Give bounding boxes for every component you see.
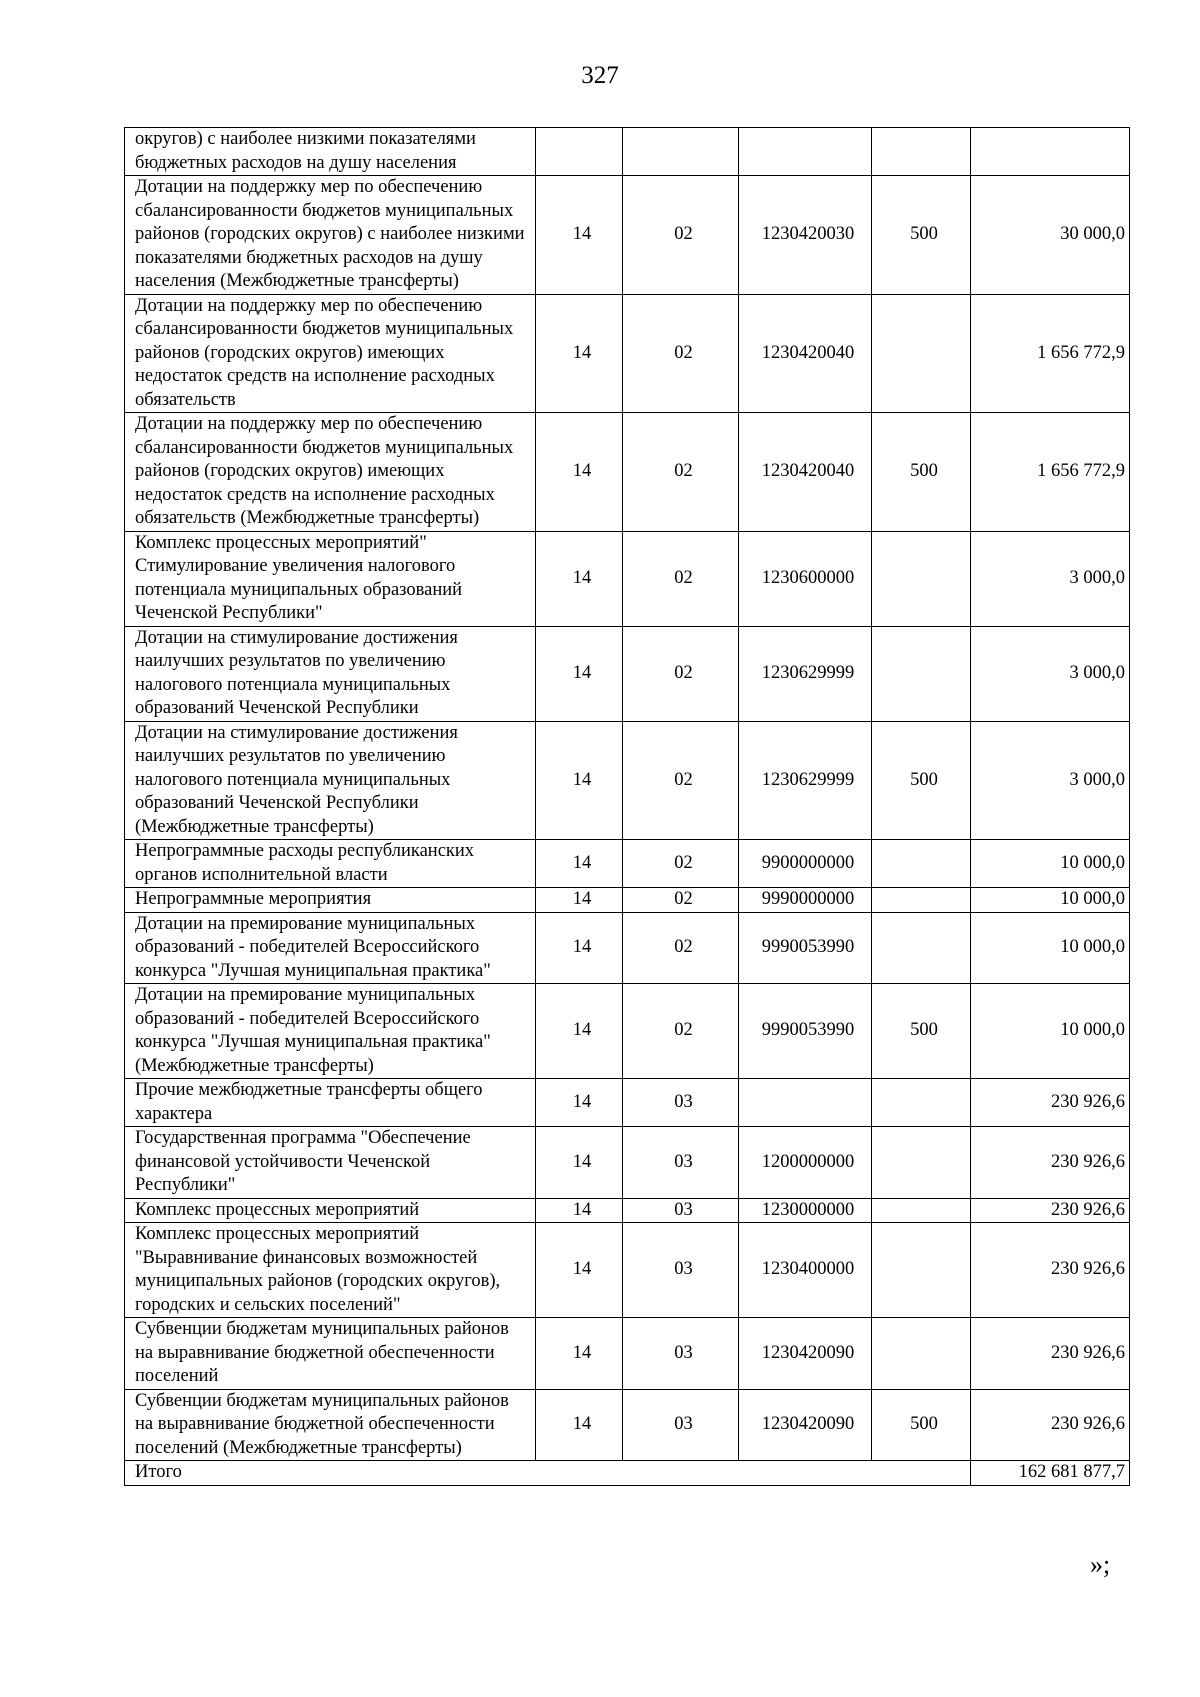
cell-amount: 3 000,0 xyxy=(971,531,1130,626)
cell-section: 14 xyxy=(536,1389,623,1461)
total-label: Итого xyxy=(125,1461,971,1486)
cell-section: 14 xyxy=(536,531,623,626)
table-row xyxy=(125,1127,1130,1199)
cell-expense-type xyxy=(872,888,971,913)
table-row xyxy=(125,912,1130,984)
cell-expense-type xyxy=(872,1198,971,1223)
cell-subsection: 02 xyxy=(623,176,739,295)
cell-expense-type xyxy=(872,128,971,176)
cell-name: Прочие межбюджетные трансферты общего характера xyxy=(125,1079,536,1127)
cell-subsection: 02 xyxy=(623,294,739,413)
cell-subsection: 03 xyxy=(623,1198,739,1223)
cell-amount: 230 926,6 xyxy=(971,1389,1130,1461)
table-body xyxy=(125,128,1130,1486)
cell-section: 14 xyxy=(536,1318,623,1390)
cell-amount: 230 926,6 xyxy=(971,1318,1130,1390)
cell-section: 14 xyxy=(536,1079,623,1127)
cell-expense-type xyxy=(872,1079,971,1127)
cell-subsection: 02 xyxy=(623,721,739,840)
cell-section: 14 xyxy=(536,294,623,413)
cell-name: Субвенции бюджетам муниципальных районов на выравнивание бюджетной обеспеченности поселений (Межбюджетные трансферты) xyxy=(125,1389,536,1461)
cell-expense-type: 500 xyxy=(872,984,971,1079)
cell-name: Непрограммные мероприятия xyxy=(125,888,536,913)
table-row xyxy=(125,176,1130,295)
cell-section: 14 xyxy=(536,1223,623,1318)
cell-name: Комплекс процессных мероприятий xyxy=(125,1198,536,1223)
table-row xyxy=(125,984,1130,1079)
page-number: 327 xyxy=(581,62,619,89)
cell-expense-type: 500 xyxy=(872,721,971,840)
cell-section: 14 xyxy=(536,721,623,840)
cell-name: Дотации на поддержку мер по обеспечению сбалансированности бюджетов муниципальных районов (городских округов) с наиболее низкими показателями бюджетных расходов на душу населения (Межбюджетные трансферты) xyxy=(125,176,536,295)
cell-section: 14 xyxy=(536,840,623,888)
cell-name: Дотации на премирование муниципальных образований - победителей Всероссийского конкурса "Лучшая муниципальная практика" (Межбюджетные трансферты) xyxy=(125,984,536,1079)
cell-name: Дотации на премирование муниципальных образований - победителей Всероссийского конкурса "Лучшая муниципальная практика" xyxy=(125,912,536,984)
cell-target-article: 9990053990 xyxy=(739,912,872,984)
table-row xyxy=(125,626,1130,721)
cell-amount: 1 656 772,9 xyxy=(971,294,1130,413)
cell-subsection: 03 xyxy=(623,1223,739,1318)
cell-amount: 10 000,0 xyxy=(971,912,1130,984)
cell-target-article: 1230629999 xyxy=(739,721,872,840)
cell-amount: 230 926,6 xyxy=(971,1198,1130,1223)
cell-subsection: 03 xyxy=(623,1389,739,1461)
cell-expense-type xyxy=(872,1318,971,1390)
cell-target-article: 1230600000 xyxy=(739,531,872,626)
cell-target-article: 1200000000 xyxy=(739,1127,872,1199)
cell-amount: 3 000,0 xyxy=(971,626,1130,721)
cell-section: 14 xyxy=(536,176,623,295)
cell-target-article: 1230400000 xyxy=(739,1223,872,1318)
cell-subsection xyxy=(623,128,739,176)
cell-target-article: 1230420040 xyxy=(739,294,872,413)
total-amount: 162 681 877,7 xyxy=(971,1461,1130,1486)
cell-subsection: 02 xyxy=(623,888,739,913)
table-row xyxy=(125,128,1130,176)
cell-amount: 10 000,0 xyxy=(971,984,1130,1079)
cell-amount: 230 926,6 xyxy=(971,1127,1130,1199)
table-row xyxy=(125,1389,1130,1461)
cell-name: Дотации на стимулирование достижения наилучших результатов по увеличению налогового потенциала муниципальных образований Чеченской Республики xyxy=(125,626,536,721)
cell-target-article: 1230000000 xyxy=(739,1198,872,1223)
cell-target-article: 1230420090 xyxy=(739,1389,872,1461)
cell-name: Непрограммные расходы республиканских органов исполнительной власти xyxy=(125,840,536,888)
cell-name: Субвенции бюджетам муниципальных районов на выравнивание бюджетной обеспеченности поселений xyxy=(125,1318,536,1390)
table-row xyxy=(125,531,1130,626)
cell-section: 14 xyxy=(536,1127,623,1199)
cell-expense-type xyxy=(872,626,971,721)
table-row xyxy=(125,888,1130,913)
cell-name: округов) с наиболее низкими показателями бюджетных расходов на душу населения xyxy=(125,128,536,176)
table-row xyxy=(125,721,1130,840)
cell-target-article: 9990053990 xyxy=(739,984,872,1079)
cell-amount: 30 000,0 xyxy=(971,176,1130,295)
table-row xyxy=(125,1198,1130,1223)
table-row xyxy=(125,1223,1130,1318)
cell-expense-type: 500 xyxy=(872,176,971,295)
cell-amount xyxy=(971,128,1130,176)
table-row xyxy=(125,1079,1130,1127)
table-row xyxy=(125,840,1130,888)
table-row xyxy=(125,413,1130,532)
cell-section: 14 xyxy=(536,912,623,984)
cell-amount: 230 926,6 xyxy=(971,1223,1130,1318)
cell-expense-type: 500 xyxy=(872,413,971,532)
cell-amount: 230 926,6 xyxy=(971,1079,1130,1127)
table-row xyxy=(125,1318,1130,1390)
cell-amount: 10 000,0 xyxy=(971,888,1130,913)
cell-expense-type xyxy=(872,1223,971,1318)
cell-target-article xyxy=(739,1079,872,1127)
closing-quote-mark: »; xyxy=(1090,1550,1111,1579)
cell-target-article xyxy=(739,128,872,176)
cell-subsection: 02 xyxy=(623,413,739,532)
budget-table xyxy=(124,127,1130,1486)
cell-subsection: 02 xyxy=(623,840,739,888)
total-row xyxy=(125,1461,1130,1486)
cell-section: 14 xyxy=(536,984,623,1079)
cell-name: Дотации на поддержку мер по обеспечению сбалансированности бюджетов муниципальных районов (городских округов) имеющих недостаток средств на исполнение расходных обязательств xyxy=(125,294,536,413)
cell-section: 14 xyxy=(536,1198,623,1223)
cell-section: 14 xyxy=(536,626,623,721)
cell-subsection: 03 xyxy=(623,1318,739,1390)
cell-name: Дотации на поддержку мер по обеспечению сбалансированности бюджетов муниципальных районов (городских округов) имеющих недостаток средств на исполнение расходных обязательств (Межбюджетные трансферты) xyxy=(125,413,536,532)
cell-target-article: 9900000000 xyxy=(739,840,872,888)
cell-name: Дотации на стимулирование достижения наилучших результатов по увеличению налогового потенциала муниципальных образований Чеченской Республики (Межбюджетные трансферты) xyxy=(125,721,536,840)
cell-target-article: 1230420030 xyxy=(739,176,872,295)
cell-subsection: 02 xyxy=(623,984,739,1079)
cell-amount: 1 656 772,9 xyxy=(971,413,1130,532)
cell-target-article: 1230420090 xyxy=(739,1318,872,1390)
cell-expense-type xyxy=(872,1127,971,1199)
cell-section xyxy=(536,128,623,176)
cell-subsection: 02 xyxy=(623,626,739,721)
cell-target-article: 9990000000 xyxy=(739,888,872,913)
cell-expense-type: 500 xyxy=(872,1389,971,1461)
cell-expense-type xyxy=(872,531,971,626)
cell-name: Комплекс процессных мероприятий" Стимулирование увеличения налогового потенциала муниципальных образований Чеченской Республики" xyxy=(125,531,536,626)
cell-name: Государственная программа "Обеспечение финансовой устойчивости Чеченской Республики" xyxy=(125,1127,536,1199)
cell-target-article: 1230420040 xyxy=(739,413,872,532)
cell-amount: 3 000,0 xyxy=(971,721,1130,840)
cell-target-article: 1230629999 xyxy=(739,626,872,721)
cell-section: 14 xyxy=(536,888,623,913)
cell-subsection: 03 xyxy=(623,1127,739,1199)
cell-expense-type xyxy=(872,912,971,984)
cell-amount: 10 000,0 xyxy=(971,840,1130,888)
cell-name: Комплекс процессных мероприятий "Выравнивание финансовых возможностей муниципальных районов (городских округов), городских и сельских поселений" xyxy=(125,1223,536,1318)
cell-subsection: 02 xyxy=(623,912,739,984)
cell-expense-type xyxy=(872,294,971,413)
cell-section: 14 xyxy=(536,413,623,532)
cell-subsection: 03 xyxy=(623,1079,739,1127)
cell-expense-type xyxy=(872,840,971,888)
table-row xyxy=(125,294,1130,413)
cell-subsection: 02 xyxy=(623,531,739,626)
